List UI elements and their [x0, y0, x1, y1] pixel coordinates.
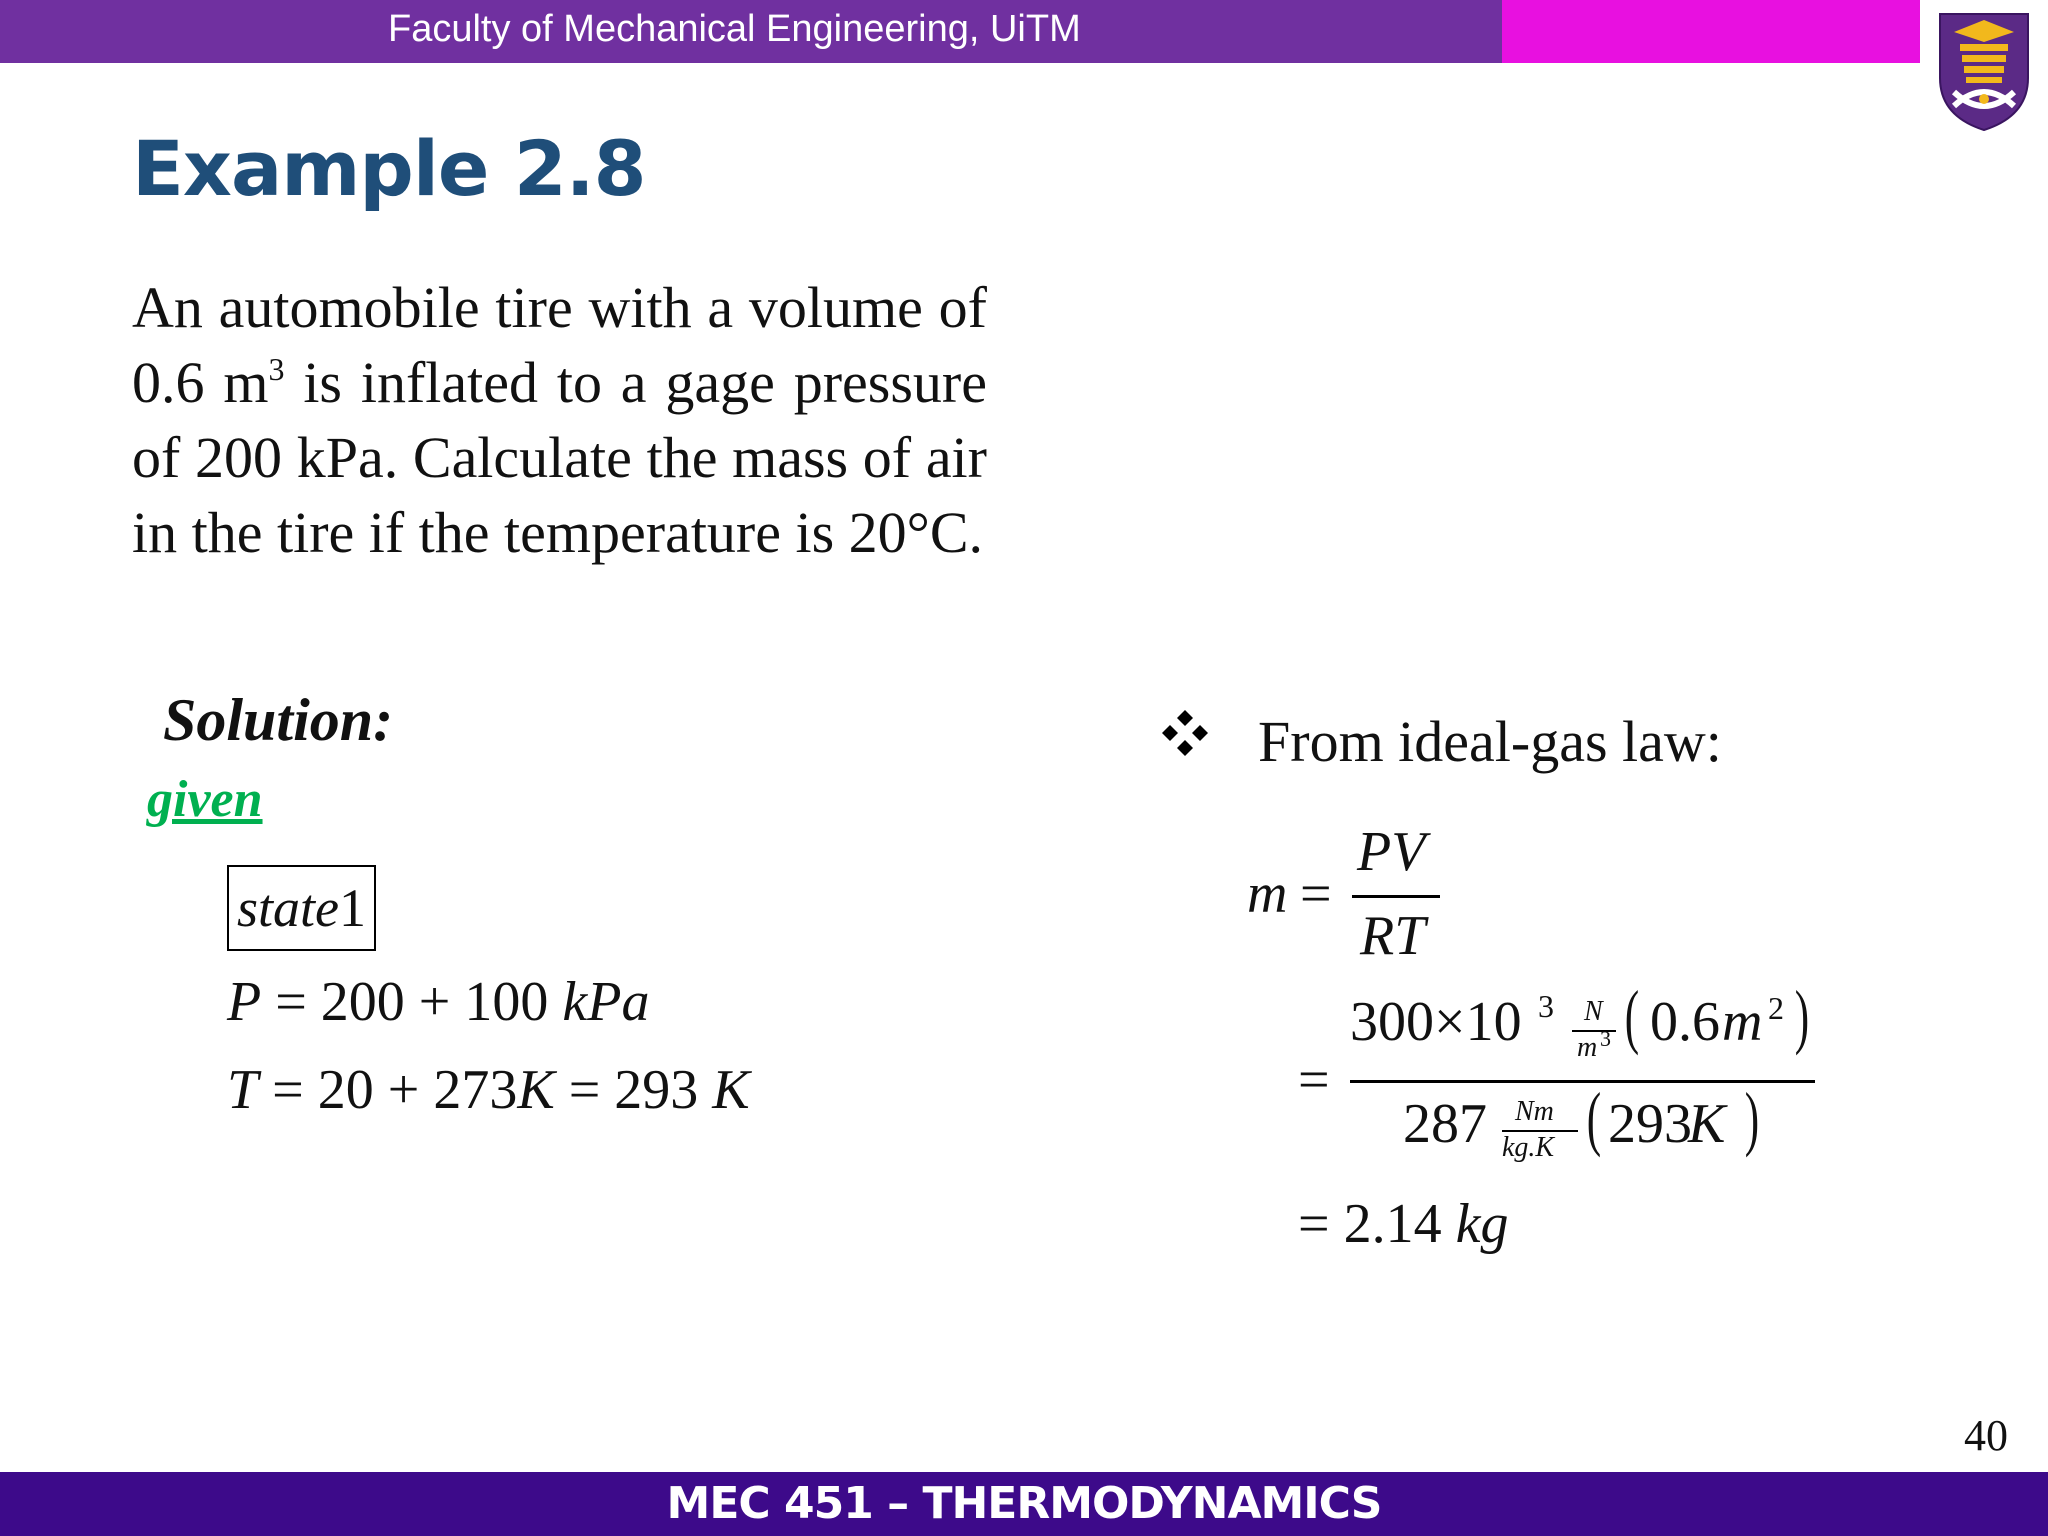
denominator-paren-unit: K — [1688, 1093, 1726, 1155]
problem-text-part1: An automobile tire with a volume of 0.6 m — [132, 275, 987, 415]
numerator-value: 300×10 — [1350, 991, 1522, 1053]
diamond-bullet-icon — [1160, 708, 1210, 758]
numerator-unit-m: m — [1577, 1032, 1598, 1063]
result-value — [1298, 1192, 1508, 1256]
state-number: 1 — [339, 878, 366, 938]
equals-sign-2: = — [1298, 1049, 1330, 1111]
uitm-crest-logo-icon — [1930, 8, 2038, 132]
right-paren-2: ) — [1744, 1078, 1760, 1158]
footer-text: MEC 451 – THERMODYNAMICS — [666, 1478, 1382, 1529]
left-paren-2: ( — [1586, 1078, 1602, 1158]
denominator-unit-kgk: kg.K — [1502, 1132, 1555, 1163]
temperature-equation — [227, 1058, 750, 1122]
temperature-expr2: = 293 — [554, 1059, 713, 1121]
pressure-unit: kPa — [562, 971, 650, 1033]
result-equals: = 2.14 — [1298, 1193, 1442, 1255]
fraction-line-1 — [1352, 895, 1440, 898]
numerator-unit-n: N — [1584, 996, 1603, 1027]
right-paren-1: ) — [1794, 976, 1810, 1056]
numerator-paren-unit: m — [1722, 991, 1763, 1053]
temperature-var: T — [227, 1059, 259, 1121]
slide-title: Example 2.8 — [132, 124, 646, 213]
temperature-k2: K — [712, 1059, 750, 1121]
ideal-gas-heading: From ideal-gas law: — [1258, 709, 1722, 774]
page-number: 40 — [1964, 1411, 2008, 1460]
mass-var: m — [1247, 863, 1288, 925]
problem-superscript: 3 — [268, 351, 285, 387]
pressure-var: P — [227, 971, 262, 1033]
numerator-exponent: 3 — [1538, 988, 1554, 1024]
denominator-rt: RT — [1360, 905, 1426, 967]
denominator-value: 287 — [1403, 1093, 1487, 1155]
problem-text-part2: is inflated to a gage pressure of 200 kPa. Calculate the mass of air in the tire if the temperature is 20°C. — [132, 350, 987, 565]
pressure-expr: = 200 + 100 — [261, 971, 563, 1033]
header-accent-bar — [1502, 0, 1920, 63]
numerator-pv: PV — [1357, 821, 1426, 883]
problem-statement — [132, 270, 987, 570]
result-unit: kg — [1455, 1193, 1509, 1255]
pressure-equation — [227, 970, 649, 1034]
left-paren-1: ( — [1624, 976, 1640, 1056]
state-label: state — [237, 878, 339, 938]
denominator-paren-value: 293 — [1608, 1093, 1692, 1155]
temperature-k1: K — [517, 1059, 555, 1121]
numerator-paren-value: 0.6 — [1650, 991, 1720, 1053]
equals-sign-1: = — [1300, 863, 1332, 925]
temperature-expr1: = 20 + 273 — [258, 1059, 518, 1121]
numerator-unit-m-exponent: 3 — [1600, 1026, 1611, 1051]
denominator-unit-nm: Nm — [1515, 1096, 1554, 1127]
given-label: given — [147, 771, 263, 828]
state-box — [227, 865, 376, 951]
solution-heading: Solution: — [163, 687, 394, 753]
header-text: Faculty of Mechanical Engineering, UiTM — [388, 8, 1081, 50]
numerator-paren-exponent: 2 — [1768, 990, 1784, 1026]
